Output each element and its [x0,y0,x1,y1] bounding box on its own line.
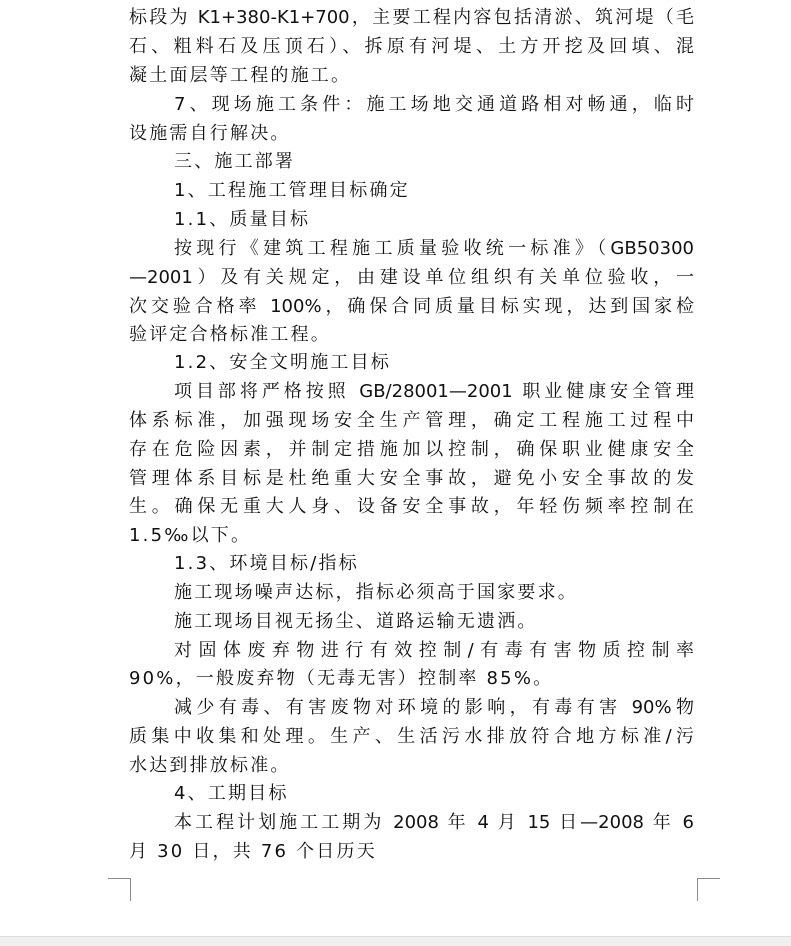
text-line: 质集中收集和处理。生产、生活污水排放符合地方标准/污 [129,726,694,747]
text-line: 本工程计划施工工期为 2008 年 4 月 15 日—2008 年 6 [174,812,694,833]
text-line: 90%，一般废弃物（无毒无害）控制率 85%。 [129,668,554,689]
text-line: 管理体系目标是杜绝重大安全事故，避免小安全事故的发 [129,468,694,489]
text-line: 月 30 日，共 76 个日历天 [129,841,377,862]
margin-corner-mark [697,878,720,901]
subsection-heading: 1.1、质量目标 [174,209,311,230]
text-line: 减少有毒、有害废物对环境的影响，有毒有害 90%物 [174,697,694,718]
section-heading: 三、施工部署 [174,151,296,172]
text-line: 施工现场目视无扬尘、道路运输无遗洒。 [174,611,538,632]
subsection-heading: 4、工期目标 [174,783,289,804]
text-line: 凝土面层等工程的施工。 [129,65,352,86]
text-line: 生。确保无重大人身、设备安全事故，年轻伤频率控制在 [129,496,694,517]
margin-corner-mark [108,878,131,901]
text-line: 体系标准，加强现场安全生产管理，确定工程施工过程中 [129,410,694,431]
subsection-heading: 1、工程施工管理目标确定 [174,180,410,201]
text-line: —2001）及有关规定，由建设单位组织有关单位验收，一 [129,267,694,288]
text-line: 水达到排放标准。 [129,755,291,776]
text-line: 7、现场施工条件：施工场地交通道路相对畅通，临时 [174,94,694,115]
text-line: 验评定合格标准工程。 [129,324,331,345]
text-line: 项目部将严格按照 GB/28001—2001 职业健康安全管理 [174,381,694,402]
text-line: 标段为 K1+380-K1+700，主要工程内容包括清淤、筑河堤（毛 [129,7,694,28]
text-line: 1.5‰以下。 [129,525,252,546]
text-line: 按现行《建筑工程施工质量验收统一标准》（GB50300 [174,238,694,259]
text-line: 对固体废弃物进行有效控制/有毒有害物质控制率 [174,640,694,661]
subsection-heading: 1.3、环境目标/指标 [174,553,359,574]
text-line: 石、粗料石及压顶石）、拆原有河堤、土方开挖及回填、混 [129,36,694,57]
text-line: 存在危险因素，并制定措施加以控制，确保职业健康安全 [129,439,694,460]
subsection-heading: 1.2、安全文明施工目标 [174,352,392,373]
text-line: 次交验合格率 100%，确保合同质量目标实现，达到国家检 [129,296,694,317]
text-line: 施工现场噪声达标，指标必须高于国家要求。 [174,582,578,603]
text-line: 设施需自行解决。 [129,123,291,144]
